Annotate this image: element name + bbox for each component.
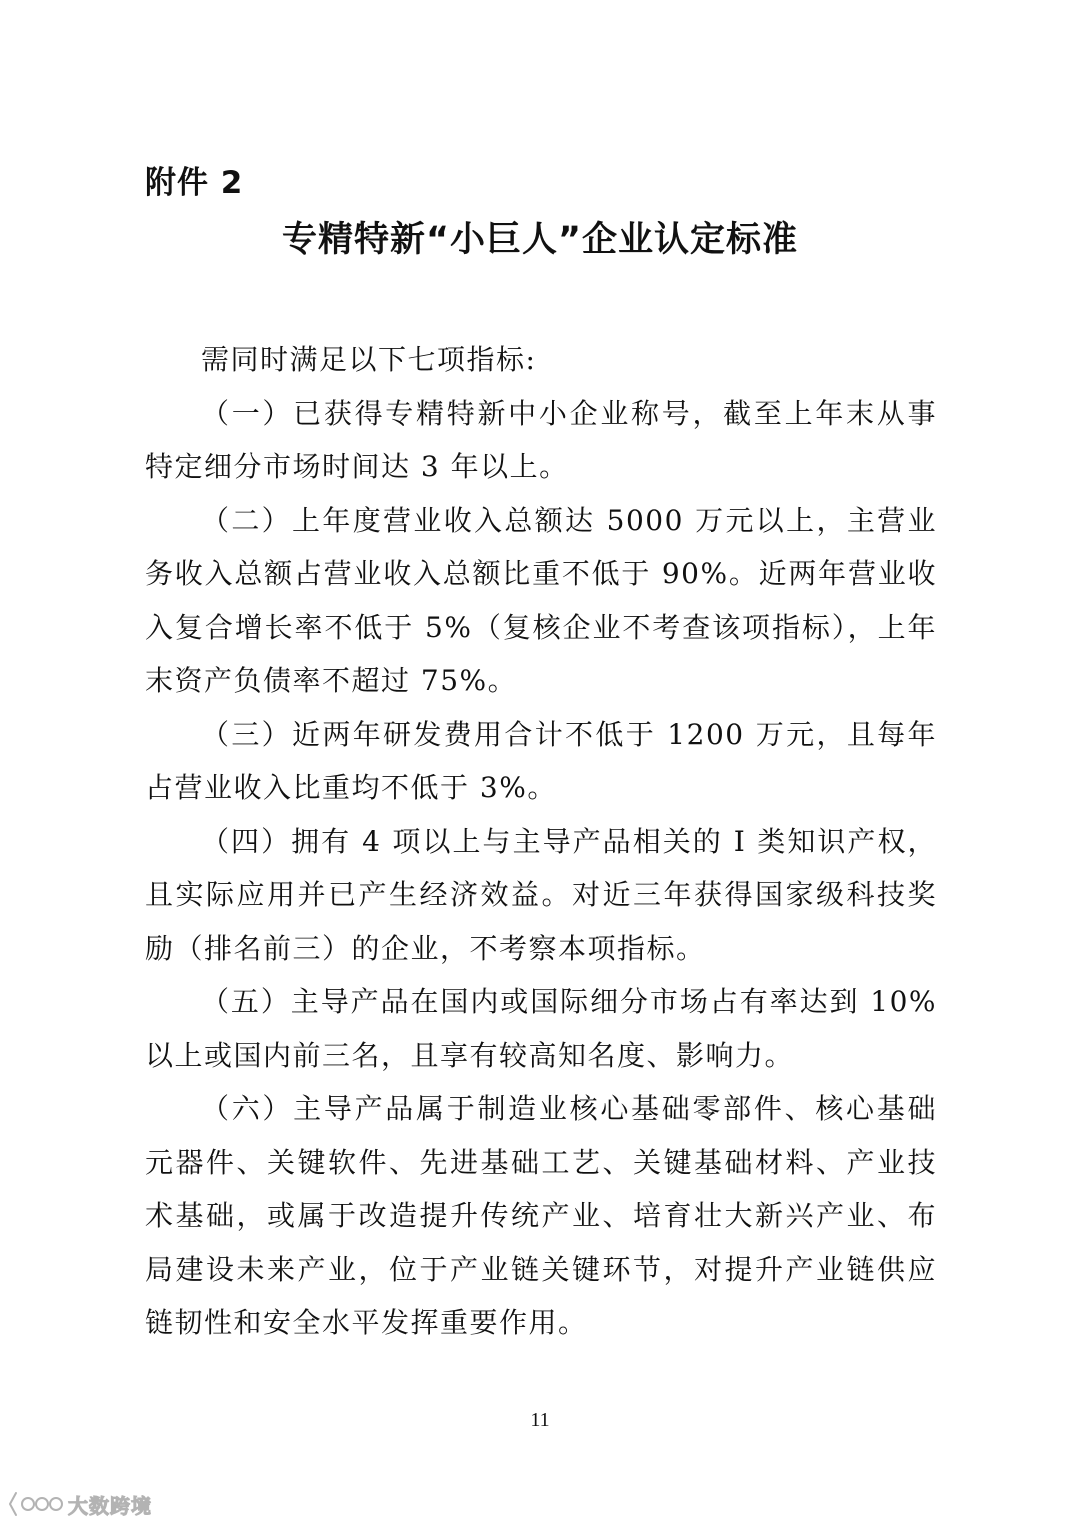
brand-logo-icon [6, 1489, 64, 1519]
page-number: 11 [530, 1409, 550, 1431]
criterion-paragraph-3: （三）近两年研发费用合计不低于 1200 万元，且每年占营业收入比重均不低于 3%。 [145, 717, 937, 804]
criterion-paragraph-5: （五）主导产品在国内或国际细分市场占有率达到 10%以上或国内前三名，且享有较高知名度、影响力。 [145, 985, 937, 1072]
criterion-paragraph-1: （一）已获得专精特新中小企业称号，截至上年末从事特定细分市场时间达 3 年以上。 [145, 396, 937, 483]
document-title: 专精特新“小巨人”企业认定标准 [281, 220, 798, 260]
document-body [145, 333, 937, 1350]
watermark [6, 1488, 152, 1520]
criterion-paragraph-2: （二）上年度营业收入总额达 5000 万元以上，主营业务收入总额占营业收入总额比重不低于 90%。近两年营业收入复合增长率不低于 5%（复核企业不考查该项指标），上年末资产负债率不超过 75%。 [145, 503, 937, 697]
watermark-text: 大数跨境 [68, 1493, 152, 1518]
intro-paragraph: 需同时满足以下七项指标: [201, 343, 537, 376]
criterion-paragraph-6: （六）主导产品属于制造业核心基础零部件、核心基础元器件、关键软件、先进基础工艺、关键基础材料、产业技术基础，或属于改造提升传统产业、培育壮大新兴产业、布局建设未来产业，位于产业链关键环节，对提升产业链供应链韧性和安全水平发挥重要作用。 [145, 1092, 937, 1339]
attachment-label: 附件 2 [145, 165, 244, 201]
criterion-paragraph-4: （四）拥有 4 项以上与主导产品相关的 I 类知识产权，且实际应用并已产生经济效益。对近三年获得国家级科技奖励（排名前三）的企业，不考察本项指标。 [145, 824, 937, 965]
